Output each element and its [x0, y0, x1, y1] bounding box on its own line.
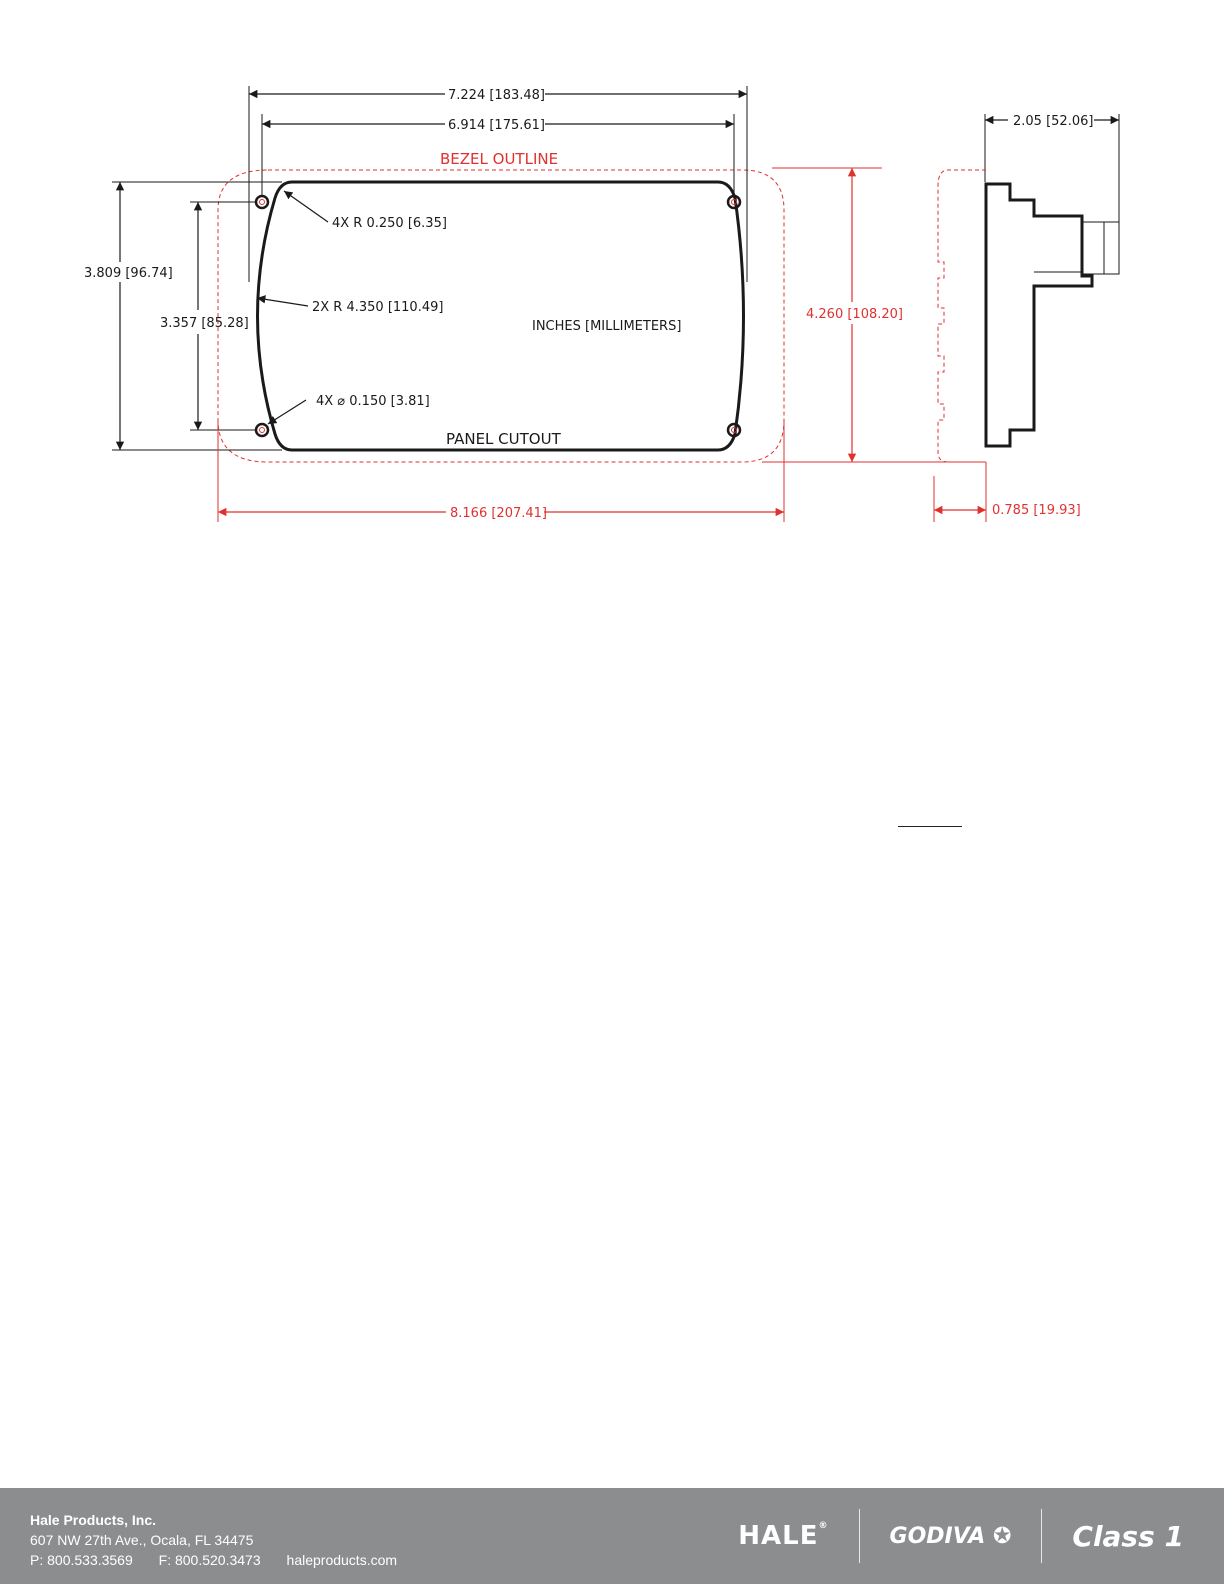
dim-corner-radius: 4X R 0.250 [6.35]: [332, 216, 447, 231]
dim-hole-diameter: 4X ⌀ 0.150 [3.81]: [316, 394, 430, 409]
dim-bezel-width: 8.166 [207.41]: [450, 506, 547, 521]
hale-logo: HALE®: [738, 1521, 829, 1551]
dim-hole-spacing-height: 3.357 [85.28]: [160, 316, 249, 331]
dim-depth: 2.05 [52.06]: [1013, 114, 1094, 129]
dim-bezel-depth: 0.785 [19.93]: [992, 503, 1081, 518]
logo-divider: [1041, 1509, 1042, 1563]
dim-bezel-height: 4.260 [108.20]: [806, 307, 903, 322]
class1-logo: Class 1: [1072, 1519, 1184, 1553]
stray-rule: [898, 826, 962, 827]
dim-overall-width: 7.224 [183.48]: [448, 88, 545, 103]
address-line-2: Ocala, FL 34475: [150, 1532, 254, 1548]
dimension-lines: [120, 94, 1119, 450]
logo-divider: [859, 1509, 860, 1563]
panel-cutout-label: PANEL CUTOUT: [446, 430, 561, 448]
dim-hole-spacing-width: 6.914 [175.61]: [448, 118, 545, 133]
website-link[interactable]: haleproducts.com: [286, 1552, 398, 1568]
dim-side-radius: 2X R 4.350 [110.49]: [312, 300, 444, 315]
footer: [0, 1488, 1224, 1584]
phone-number: P: 800.533.3569: [30, 1552, 133, 1568]
side-connector: [1082, 222, 1119, 274]
brand-logos: [708, 1506, 1188, 1566]
godiva-logo: GODIVA ✪: [889, 1523, 1012, 1549]
side-body-profile: [986, 184, 1092, 446]
company-info: [30, 1510, 419, 1570]
dim-height: 3.809 [96.74]: [84, 266, 173, 281]
address-line-1: 607 NW 27th Ave.,: [30, 1532, 147, 1548]
company-address: [30, 1530, 419, 1550]
fax-number: F: 800.520.3473: [158, 1552, 261, 1568]
panel-cutout-outline: [258, 182, 744, 450]
bezel-outline-label: BEZEL OUTLINE: [440, 150, 559, 168]
units-note: INCHES [MILLIMETERS]: [532, 319, 682, 334]
extension-lines: [112, 86, 1119, 450]
company-name: Hale Products, Inc.: [30, 1512, 157, 1528]
company-contact: [30, 1550, 419, 1570]
side-bezel-profile: [938, 170, 986, 462]
bezel-outline: [218, 170, 784, 462]
